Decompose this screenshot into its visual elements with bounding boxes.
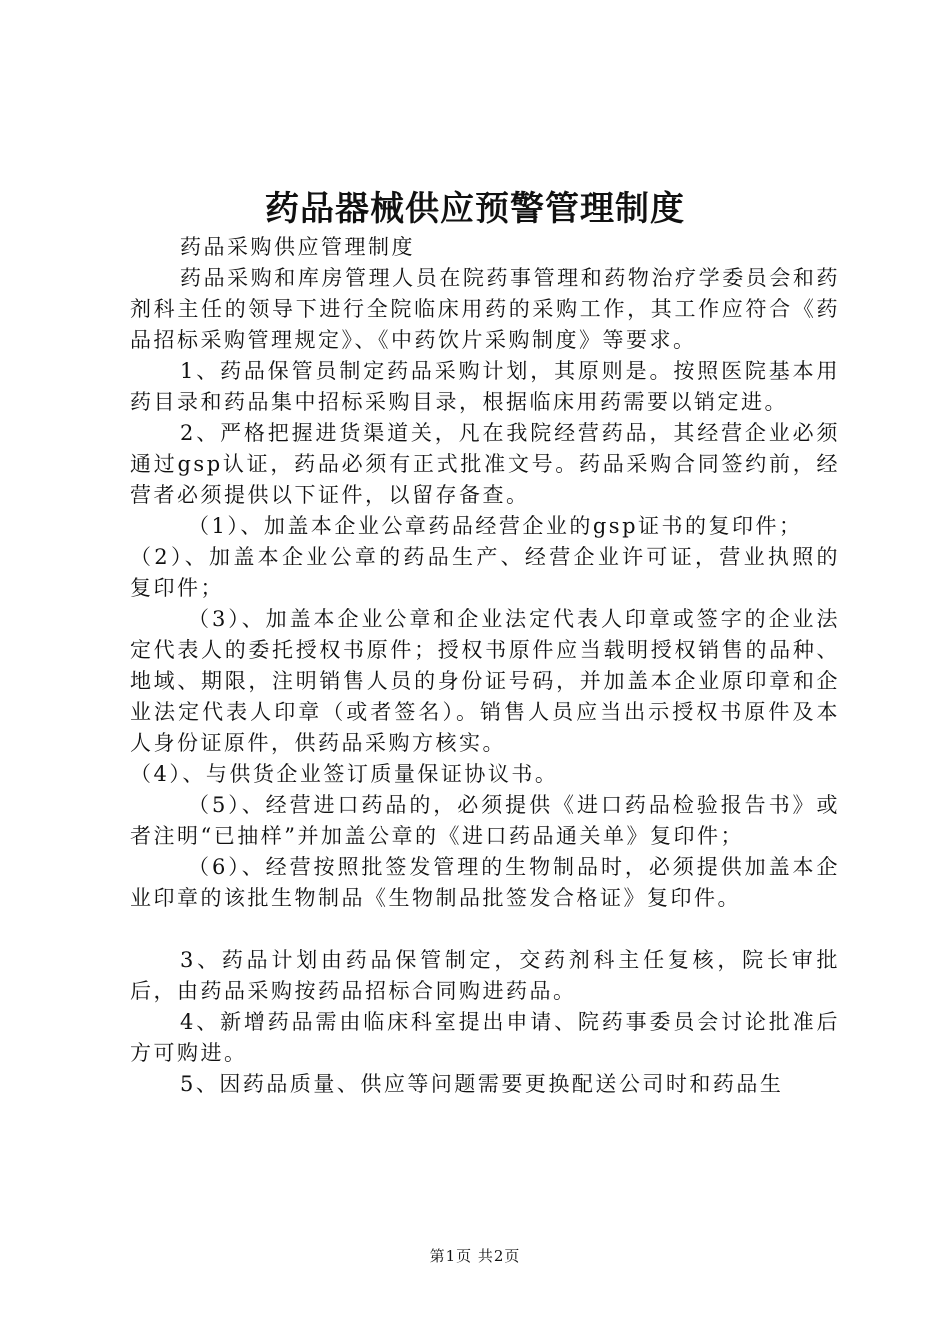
paragraph-intro: 药品采购和库房管理人员在院药事管理和药物治疗学委员会和药剂科主任的领导下进行全院临床用药的采购工作，其工作应符合《药品招标采购管理规定》、《中药饮片采购制度》等要求。 — [130, 266, 840, 352]
paragraph-spacer — [130, 914, 840, 945]
paragraph-sub-3: （3）、加盖本企业公章和企业法定代表人印章或签字的企业法定代表人的委托授权书原件；授权书原件应当载明授权销售的品种、地域、期限，注明销售人员的身份证号码，并加盖本企业原印章和企业法定代表人印章（或者签名）。销售人员应当出示授权书原件及本人身份证原件，供药品采购方核实。 — [130, 607, 840, 755]
paragraph-sub-2: （2）、加盖本企业公章的药品生产、经营企业许可证，营业执照的复印件； — [130, 545, 840, 600]
paragraph-item-1: 1、药品保管员制定药品采购计划，其原则是。按照医院基本用药目录和药品集中招标采购目录，根据临床用药需要以销定进。 — [130, 359, 840, 414]
paragraph-sub-1: （1）、加盖本企业公章药品经营企业的gsp证书的复印件； — [188, 514, 803, 538]
paragraph-sub-6: （6）、经营按照批签发管理的生物制品时，必须提供加盖本企业印章的该批生物制品《生物制品批签发合格证》复印件。 — [130, 855, 840, 910]
paragraph-sub-5: （5）、经营进口药品的，必须提供《进口药品检验报告书》或者注明“已抽样”并加盖公章的《进口药品通关单》复印件； — [130, 793, 840, 848]
page-number: 第1页 共2页 — [429, 1247, 521, 1265]
paragraph-sub-4: （4）、与供货企业签订质量保证协议书。 — [130, 762, 559, 786]
document-title: 药品器械供应预警管理制度 — [265, 189, 685, 229]
paragraph-item-4: 4、新增药品需由临床科室提出申请、院药事委员会讨论批准后方可购进。 — [130, 1010, 840, 1065]
section-heading: 药品采购供应管理制度 — [180, 235, 415, 259]
paragraph-item-2: 2、严格把握进货渠道关，凡在我院经营药品，其经营企业必须通过gsp认证，药品必须有正式批准文号。药品采购合同签约前，经营者必须提供以下证件，以留存备查。 — [130, 421, 840, 507]
paragraph-item-5: 5、因药品质量、供应等问题需要更换配送公司时和药品生 — [180, 1072, 784, 1096]
document-body — [130, 232, 840, 1100]
paragraph-item-3: 3、药品计划由药品保管制定，交药剂科主任复核，院长审批后，由药品采购按药品招标合同购进药品。 — [130, 948, 840, 1003]
